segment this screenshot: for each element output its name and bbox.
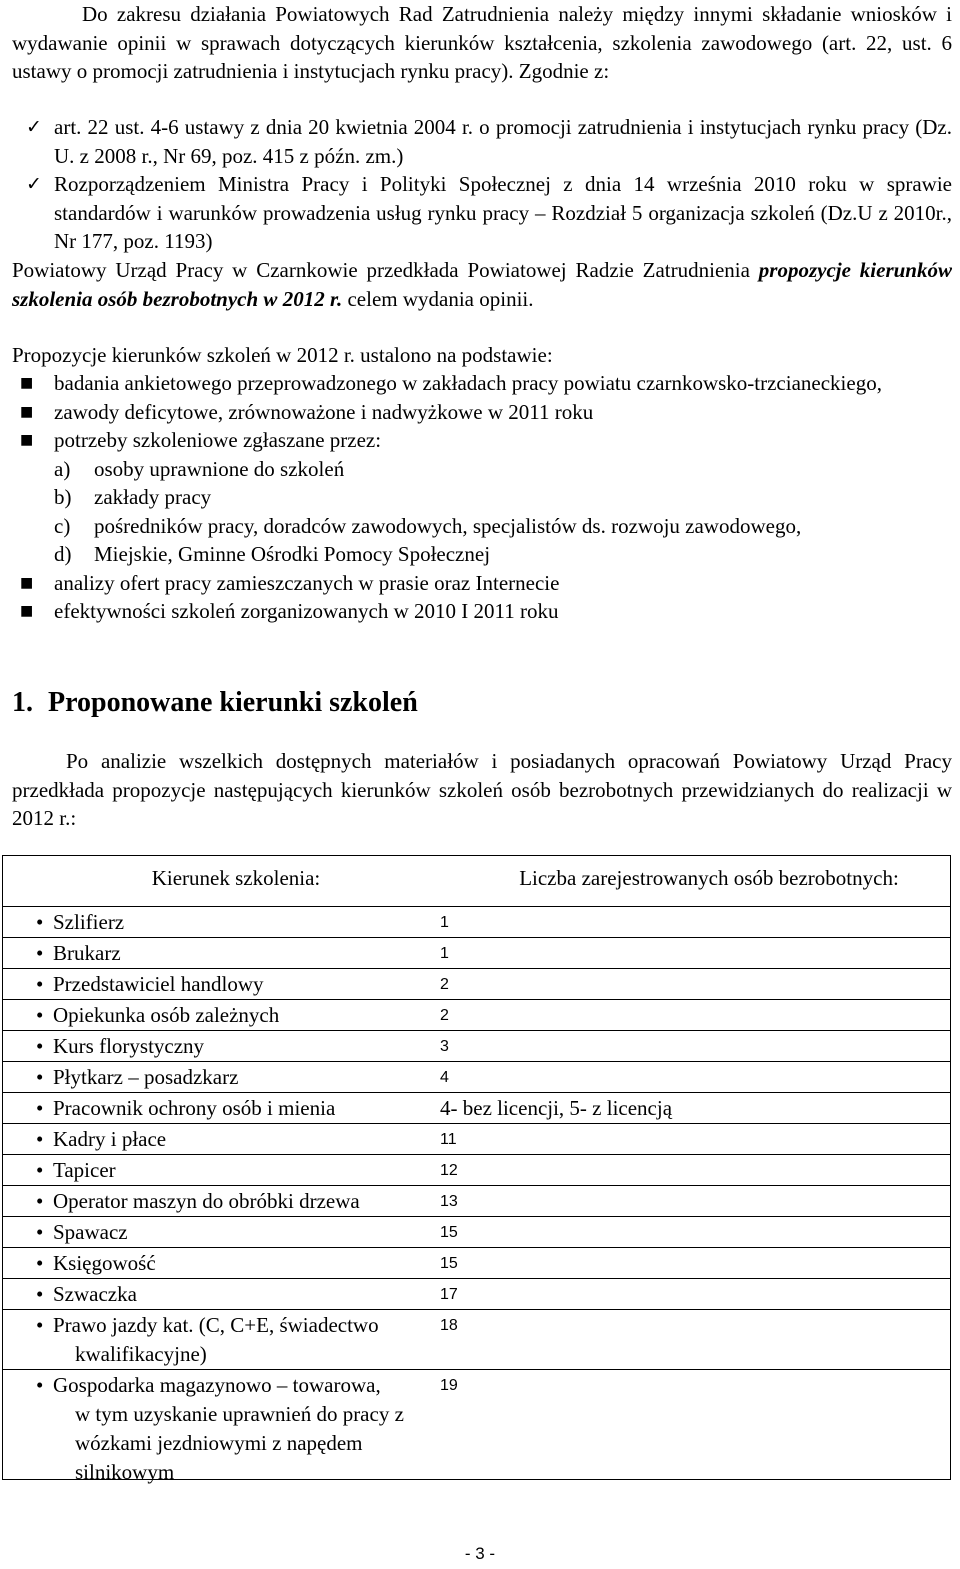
square-bullet-icon: ■ <box>20 432 34 448</box>
intro-paragraph: Do zakresu działania Powiatowych Rad Zatrudnienia należy między innymi składanie wniosków i wydawanie opinii w sprawach dotyczących kierunków kształcenia, szkolenia zawodowego (art. 22, ust. 6 ustawy o promocji zatrudnienia i instytucjach rynku pracy). Zgodnie z: <box>12 2 952 83</box>
list-item <box>12 369 952 398</box>
sublist-item <box>54 483 952 512</box>
cell-direction <box>3 938 424 968</box>
cell-direction <box>3 1093 424 1123</box>
cell-count: 4 <box>440 1069 449 1086</box>
bullet-icon: • <box>36 1003 44 1027</box>
checkmark-icon: ✓ <box>26 173 42 195</box>
table-row <box>3 938 950 969</box>
legal-references-list <box>12 113 952 256</box>
direction-text: Opiekunka osób zależnych <box>53 1003 280 1027</box>
cell-direction <box>3 1279 424 1309</box>
table-row <box>3 907 950 938</box>
cell-count: 13 <box>440 1193 458 1210</box>
table-row <box>3 1248 950 1279</box>
list-item <box>12 170 952 256</box>
basis-list <box>12 369 952 626</box>
list-item <box>12 569 952 598</box>
cell-count: 4- bez licencji, 5- z licencją <box>440 1096 673 1120</box>
bullet-icon: • <box>36 1096 44 1120</box>
bullet-icon: • <box>36 972 44 996</box>
table-row <box>3 1370 950 1487</box>
cell-direction <box>3 969 424 999</box>
sublist-item <box>54 455 952 484</box>
list-item <box>12 597 952 626</box>
table-row <box>3 1124 950 1155</box>
bullet-icon: • <box>36 1373 44 1397</box>
sublist-letter: c) <box>54 513 71 538</box>
section-title: Proponowane kierunki szkoleń <box>48 687 418 718</box>
basis-survey: badania ankietowego przeprowadzonego w zakładach pracy powiatu czarnkowsko-trzcianeckiego, <box>54 371 882 395</box>
basis-job-offers: analizy ofert pracy zamieszczanych w prasie oraz Internecie <box>54 570 560 595</box>
section-heading <box>12 686 418 720</box>
column-header-direction: Kierunek szkolenia: <box>151 866 321 890</box>
direction-text: Płytkarz – posadzkarz <box>53 1065 239 1089</box>
direction-text: Gospodarka magazynowo – towarowa, <box>53 1373 381 1397</box>
cell-count: 3 <box>440 1038 449 1055</box>
cell-count: 19 <box>440 1377 458 1394</box>
bullet-icon: • <box>36 1282 44 1306</box>
square-bullet-icon: ■ <box>20 403 34 420</box>
cell-count: 18 <box>440 1317 458 1334</box>
bullet-icon: • <box>36 1313 44 1337</box>
sublist-item <box>54 540 952 569</box>
analysis-paragraph: Po analizie wszelkich dostępnych materiałów i posiadanych opracowań Powiatowy Urząd Pracy przedkłada propozycje następujących kierunków szkoleń osób bezrobotnych przewidzianych do realizacji w 2012 r.: <box>12 749 952 830</box>
cell-direction <box>3 1186 424 1216</box>
sublist-text: osoby uprawnione do szkoleń <box>94 456 345 481</box>
direction-text-continued: kwalifikacyjne) <box>75 1342 207 1366</box>
sublist-text: pośredników pracy, doradców zawodowych, specjalistów ds. rozwoju zawodowego, <box>94 513 802 538</box>
table-row <box>3 1279 950 1310</box>
direction-text: Tapicer <box>53 1158 116 1182</box>
table-row <box>3 1310 950 1370</box>
square-bullet-icon: ■ <box>20 574 34 591</box>
needs-sublist <box>12 455 952 569</box>
table-row <box>3 969 950 1000</box>
bullet-icon: • <box>36 910 44 934</box>
table-row <box>3 1031 950 1062</box>
cell-direction <box>3 1062 424 1092</box>
section-number: 1. <box>12 687 33 718</box>
cell-count: 17 <box>440 1286 458 1303</box>
cell-count: 12 <box>440 1162 458 1179</box>
table-row <box>3 1217 950 1248</box>
cell-direction <box>3 907 424 937</box>
cell-count: 1 <box>440 945 449 962</box>
table-header <box>3 856 950 907</box>
sublist-item <box>54 512 952 541</box>
page-number: - 3 - <box>464 1544 496 1563</box>
sublist-letter: a) <box>54 456 71 481</box>
bullet-icon: • <box>36 1065 44 1089</box>
direction-text: Prawo jazdy kat. (C, C+E, świadectwo <box>53 1313 379 1337</box>
square-bullet-icon: ■ <box>20 603 34 619</box>
cell-direction <box>3 1124 424 1154</box>
table-row <box>3 1000 950 1031</box>
list-item <box>12 398 952 427</box>
cell-direction <box>3 1370 424 1487</box>
table-row <box>3 1155 950 1186</box>
cell-direction <box>3 1155 424 1185</box>
direction-text-continued: w tym uzyskanie uprawnień do pracy z wózkami jezdniowymi z napędem silnikowym <box>75 1402 404 1484</box>
table-row <box>3 1186 950 1217</box>
basis-effectiveness: efektywności szkoleń zorganizowanych w 2010 I 2011 roku <box>54 599 559 623</box>
bullet-icon: • <box>36 1189 44 1213</box>
list-item <box>12 113 952 170</box>
cell-direction <box>3 1310 424 1369</box>
pup-paragraph <box>12 256 952 313</box>
direction-text: Kurs florystyczny <box>53 1034 205 1058</box>
cell-count: 2 <box>440 976 449 993</box>
list-item <box>12 426 952 455</box>
bullet-icon: • <box>36 941 44 965</box>
legal-reference-text: art. 22 ust. 4-6 ustawy z dnia 20 kwietnia 2004 r. o promocji zatrudnienia i instytucjach rynku pracy (Dz. U. z 2008 r., Nr 69, poz. 415 z późn. zm.) <box>54 115 952 168</box>
direction-text: Księgowość <box>53 1251 156 1275</box>
sublist-letter: d) <box>54 542 72 566</box>
direction-text: Szlifierz <box>53 910 125 934</box>
square-bullet-icon: ■ <box>20 375 34 391</box>
training-directions-table <box>2 855 951 1484</box>
table-row <box>3 1093 950 1124</box>
cell-direction <box>3 1000 424 1030</box>
bullet-icon: • <box>36 1127 44 1151</box>
proposals-intro: Propozycje kierunków szkoleń w 2012 r. ustalono na podstawie: <box>12 343 553 367</box>
legal-reference-text: Rozporządzeniem Ministra Pracy i Polityki Społecznej z dnia 14 września 2010 roku w sprawie standardów i warunków prowadzenia usług rynku pracy – Rozdział 5 organizacja szkoleń (Dz.U z 2010r., Nr 177, poz. 1193) <box>54 172 952 253</box>
bullet-icon: • <box>36 1220 44 1244</box>
bullet-icon: • <box>36 1158 44 1182</box>
cell-direction <box>3 1248 424 1278</box>
sublist-text: zakłady pracy <box>94 485 212 509</box>
direction-text: Kadry i płace <box>53 1127 167 1151</box>
sublist-letter: b) <box>54 485 72 509</box>
direction-text: Brukarz <box>53 941 121 965</box>
bullet-icon: • <box>36 1251 44 1275</box>
pup-text-end: celem wydania opinii. <box>342 286 534 311</box>
column-header-count: Liczba zarejestrowanych osób bezrobotnych: <box>519 866 899 890</box>
basis-professions: zawody deficytowe, zrównoważone i nadwyżkowe w 2011 roku <box>54 399 594 424</box>
cell-count: 15 <box>440 1224 458 1241</box>
direction-text: Przedstawiciel handlowy <box>53 972 264 996</box>
cell-direction <box>3 1031 424 1061</box>
direction-text: Szwaczka <box>53 1282 137 1306</box>
direction-text: Pracownik ochrony osób i mienia <box>53 1096 336 1120</box>
cell-direction <box>3 1217 424 1247</box>
direction-text: Operator maszyn do obróbki drzewa <box>53 1189 360 1213</box>
table-row <box>3 1062 950 1093</box>
bullet-icon: • <box>36 1034 44 1058</box>
pup-emphasis: propozycje kierunków szkolenia osób bezrobotnych w 2012 r. <box>12 258 952 311</box>
sublist-text: Miejskie, Gminne Ośrodki Pomocy Społecznej <box>94 542 491 566</box>
cell-count: 11 <box>440 1131 457 1148</box>
basis-needs: potrzeby szkoleniowe zgłaszane przez: <box>54 428 382 452</box>
pup-text: Powiatowy Urząd Pracy w Czarnkowie przedkłada Powiatowej Radzie Zatrudnienia <box>12 258 759 282</box>
cell-count: 15 <box>440 1255 458 1272</box>
checkmark-icon: ✓ <box>26 116 42 138</box>
cell-count: 2 <box>440 1007 449 1024</box>
cell-count: 1 <box>440 914 449 931</box>
direction-text: Spawacz <box>53 1220 128 1244</box>
